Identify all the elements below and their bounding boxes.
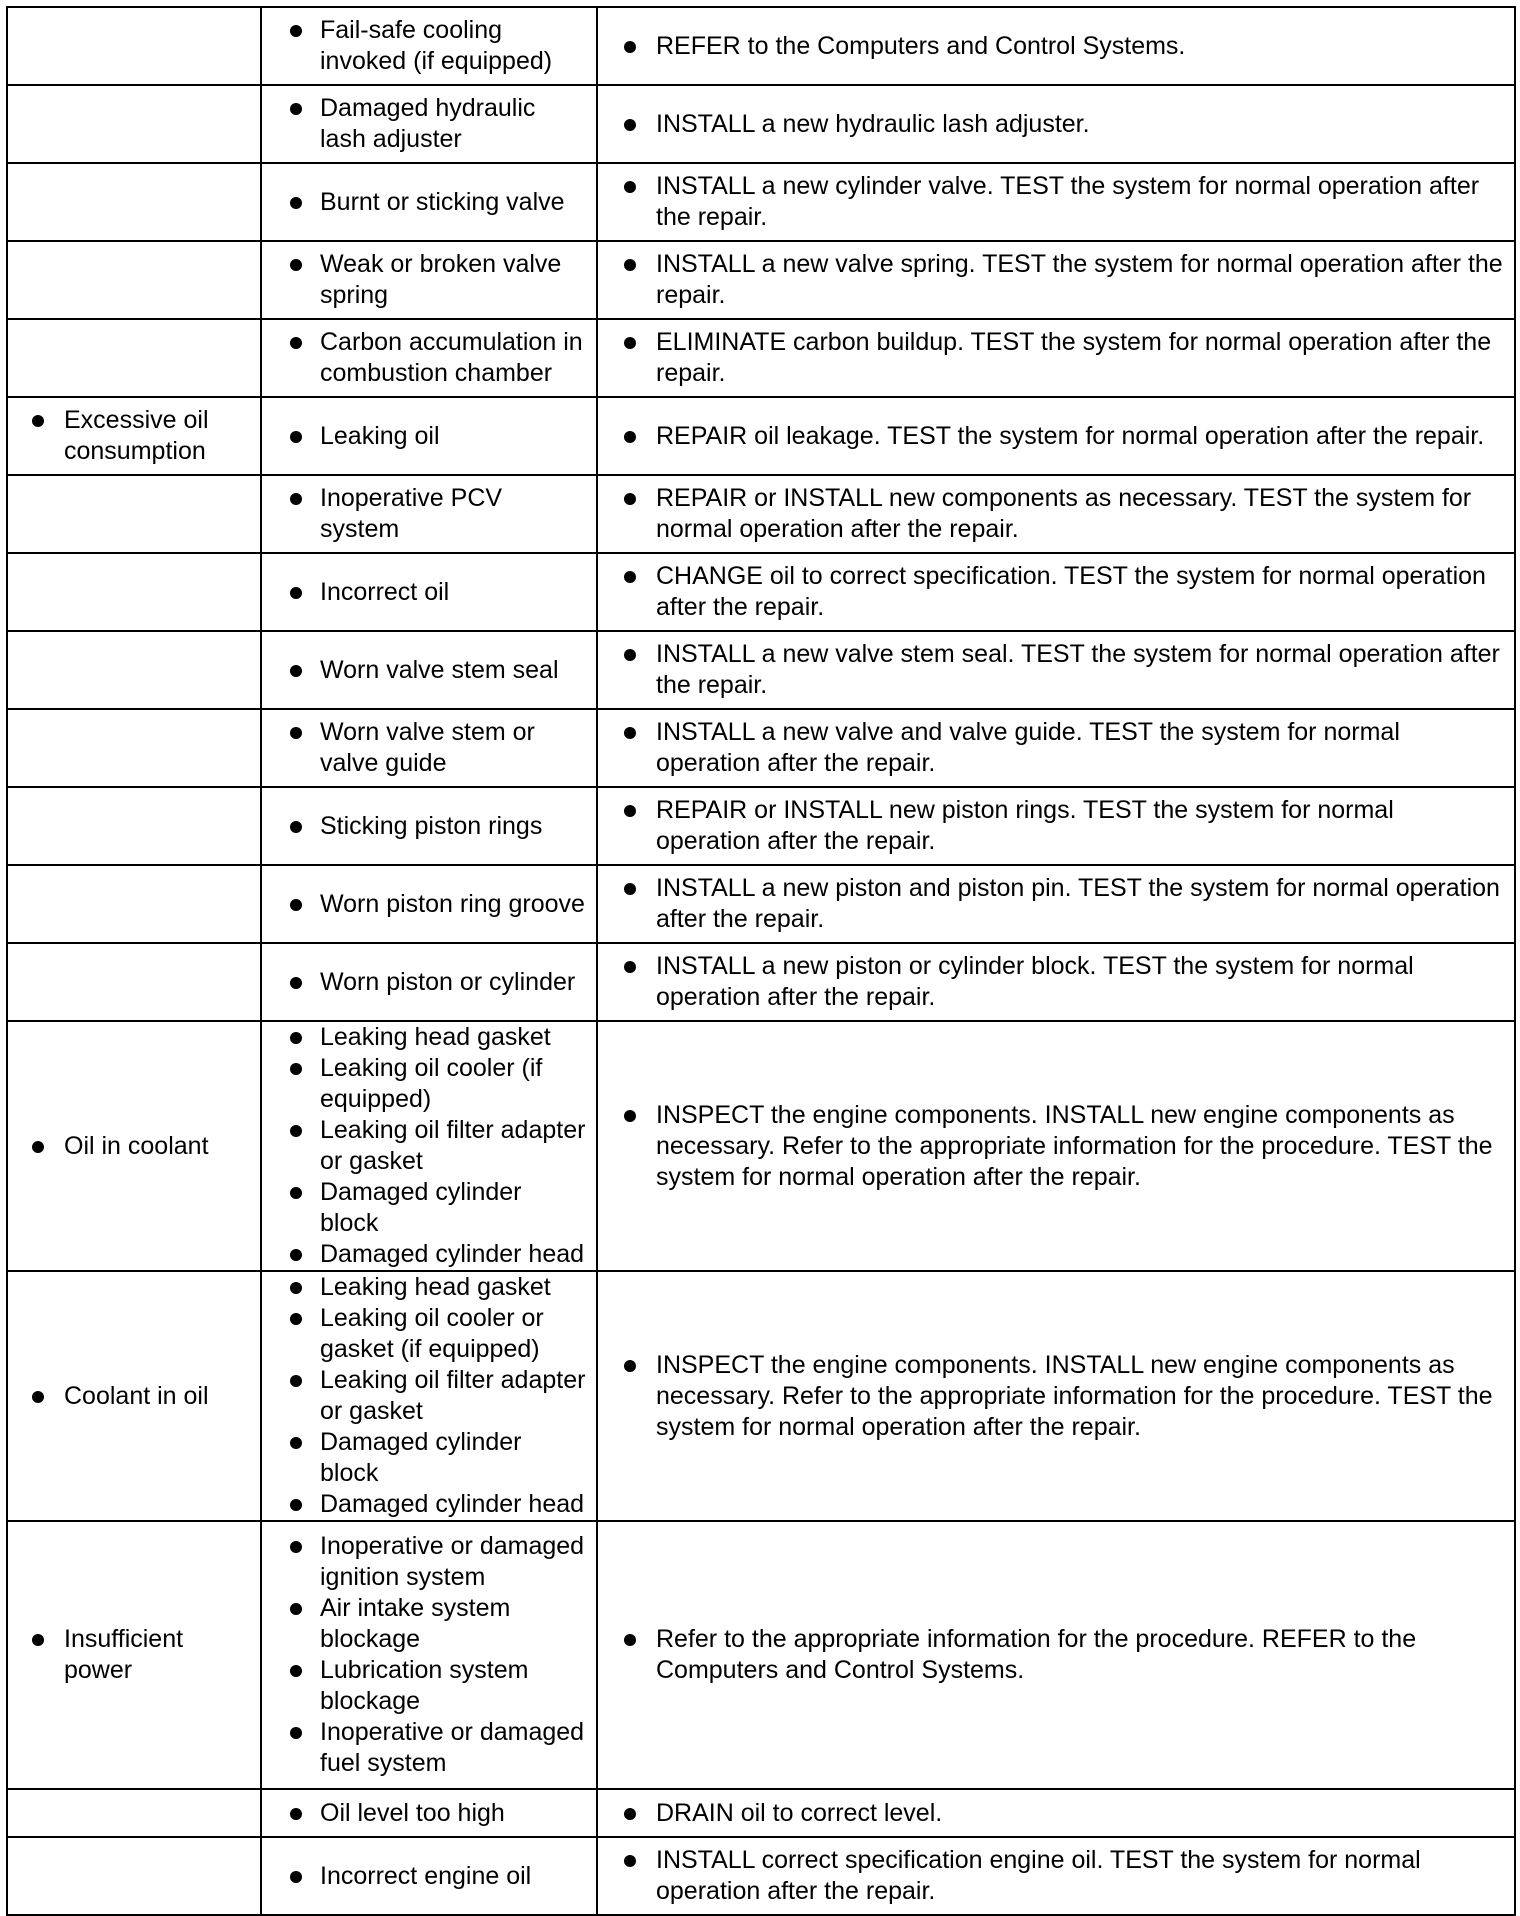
possible-source-item: Leaking oil cooler (if equipped) — [262, 1053, 586, 1115]
table-row — [7, 7, 1515, 85]
possible-source-item: Worn piston or cylinder — [262, 967, 586, 998]
action-text: INSTALL a new valve and valve guide. TEST the system for normal operation after the repair. — [598, 717, 1504, 779]
action-text: REFER to the Computers and Control Systems. — [598, 31, 1504, 62]
possible-source-item: Leaking head gasket — [262, 1272, 586, 1303]
action-cell — [597, 1837, 1515, 1915]
condition-cell — [7, 397, 261, 475]
condition-cell — [7, 319, 261, 397]
possible-source-item: Inoperative or damaged ignition system — [262, 1531, 586, 1593]
possible-source-item: Air intake system blockage — [262, 1593, 586, 1655]
table-row — [7, 319, 1515, 397]
possible-source-item: Leaking head gasket — [262, 1022, 586, 1053]
action-text: DRAIN oil to correct level. — [598, 1798, 1504, 1829]
table-row — [7, 1789, 1515, 1837]
action-cell — [597, 787, 1515, 865]
action-text: INSPECT the engine components. INSTALL new engine components as necessary. Refer to the appropriate information for the procedure. TEST the system for normal operation after the repair. — [598, 1350, 1504, 1443]
table-row — [7, 787, 1515, 865]
possible-source-item: Incorrect oil — [262, 577, 586, 608]
table-row — [7, 1271, 1515, 1521]
table-row — [7, 709, 1515, 787]
possible-source-cell — [261, 709, 597, 787]
possible-source-item: Burnt or sticking valve — [262, 187, 586, 218]
condition-cell — [7, 1271, 261, 1521]
possible-source-item: Leaking oil filter adapter or gasket — [262, 1365, 586, 1427]
condition-text: Excessive oil consumption — [8, 405, 250, 467]
diagnosis-table — [6, 6, 1516, 1916]
action-text: INSTALL a new piston or cylinder block. TEST the system for normal operation after the repair. — [598, 951, 1504, 1013]
condition-cell — [7, 1789, 261, 1837]
action-text: INSTALL a new valve stem seal. TEST the system for normal operation after the repair. — [598, 639, 1504, 701]
possible-source-item: Leaking oil cooler or gasket (if equipped) — [262, 1303, 586, 1365]
action-cell — [597, 1521, 1515, 1789]
table-row — [7, 397, 1515, 475]
possible-source-item: Leaking oil filter adapter or gasket — [262, 1115, 586, 1177]
action-text: ELIMINATE carbon buildup. TEST the system for normal operation after the repair. — [598, 327, 1504, 389]
table-row — [7, 85, 1515, 163]
possible-source-item: Worn valve stem or valve guide — [262, 717, 586, 779]
possible-source-item: Sticking piston rings — [262, 811, 586, 842]
condition-cell — [7, 553, 261, 631]
diagnosis-table-body — [7, 7, 1515, 1915]
possible-source-item: Damaged cylinder block — [262, 1177, 586, 1239]
action-cell — [597, 943, 1515, 1021]
action-cell — [597, 475, 1515, 553]
possible-source-cell — [261, 787, 597, 865]
possible-source-cell — [261, 1837, 597, 1915]
condition-cell — [7, 943, 261, 1021]
possible-source-item: Damaged cylinder head — [262, 1239, 586, 1270]
possible-source-cell — [261, 241, 597, 319]
possible-source-item: Damaged hydraulic lash adjuster — [262, 93, 586, 155]
possible-source-item: Damaged cylinder block — [262, 1427, 586, 1489]
possible-source-cell — [261, 943, 597, 1021]
condition-cell — [7, 1521, 261, 1789]
condition-cell — [7, 709, 261, 787]
condition-cell — [7, 475, 261, 553]
condition-cell — [7, 865, 261, 943]
action-cell — [597, 709, 1515, 787]
possible-source-cell — [261, 865, 597, 943]
action-cell — [597, 1271, 1515, 1521]
action-cell — [597, 631, 1515, 709]
possible-source-cell — [261, 163, 597, 241]
action-text: REPAIR oil leakage. TEST the system for normal operation after the repair. — [598, 421, 1504, 452]
action-cell — [597, 865, 1515, 943]
table-row — [7, 241, 1515, 319]
possible-source-item: Fail-safe cooling invoked (if equipped) — [262, 15, 586, 77]
possible-source-item: Worn piston ring groove — [262, 889, 586, 920]
action-cell — [597, 319, 1515, 397]
possible-source-cell — [261, 1021, 597, 1271]
action-text: Refer to the appropriate information for the procedure. REFER to the Computers and Control Systems. — [598, 1624, 1504, 1686]
possible-source-item: Inoperative or damaged fuel system — [262, 1717, 586, 1779]
table-row — [7, 1521, 1515, 1789]
condition-cell — [7, 85, 261, 163]
possible-source-cell — [261, 7, 597, 85]
possible-source-item: Worn valve stem seal — [262, 655, 586, 686]
action-text: INSTALL a new hydraulic lash adjuster. — [598, 109, 1504, 140]
table-row — [7, 475, 1515, 553]
action-text: INSTALL correct specification engine oil. TEST the system for normal operation after the repair. — [598, 1845, 1504, 1907]
action-cell — [597, 163, 1515, 241]
possible-source-cell — [261, 85, 597, 163]
possible-source-item: Lubrication system blockage — [262, 1655, 586, 1717]
condition-cell — [7, 1837, 261, 1915]
possible-source-cell — [261, 319, 597, 397]
action-text: REPAIR or INSTALL new components as necessary. TEST the system for normal operation after the repair. — [598, 483, 1504, 545]
action-cell — [597, 1021, 1515, 1271]
possible-source-item: Oil level too high — [262, 1798, 586, 1829]
possible-source-item: Inoperative PCV system — [262, 483, 586, 545]
action-cell — [597, 241, 1515, 319]
action-cell — [597, 1789, 1515, 1837]
possible-source-cell — [261, 475, 597, 553]
possible-source-cell — [261, 1271, 597, 1521]
action-text: REPAIR or INSTALL new piston rings. TEST the system for normal operation after the repair. — [598, 795, 1504, 857]
condition-cell — [7, 787, 261, 865]
table-row — [7, 631, 1515, 709]
action-text: INSTALL a new cylinder valve. TEST the system for normal operation after the repair. — [598, 171, 1504, 233]
action-text: CHANGE oil to correct specification. TEST the system for normal operation after the repair. — [598, 561, 1504, 623]
table-row — [7, 553, 1515, 631]
possible-source-cell — [261, 631, 597, 709]
action-cell — [597, 85, 1515, 163]
action-text: INSTALL a new piston and piston pin. TEST the system for normal operation after the repair. — [598, 873, 1504, 935]
possible-source-cell — [261, 1789, 597, 1837]
condition-text: Oil in coolant — [8, 1131, 250, 1162]
possible-source-item: Leaking oil — [262, 421, 586, 452]
condition-cell — [7, 241, 261, 319]
condition-cell — [7, 163, 261, 241]
action-cell — [597, 553, 1515, 631]
condition-cell — [7, 631, 261, 709]
action-cell — [597, 397, 1515, 475]
possible-source-cell — [261, 397, 597, 475]
condition-cell — [7, 1021, 261, 1271]
table-row — [7, 1837, 1515, 1915]
condition-text: Coolant in oil — [8, 1381, 250, 1412]
table-row — [7, 943, 1515, 1021]
possible-source-item: Damaged cylinder head — [262, 1489, 586, 1520]
table-row — [7, 1021, 1515, 1271]
possible-source-item: Carbon accumulation in combustion chamber — [262, 327, 586, 389]
action-cell — [597, 7, 1515, 85]
condition-text: Insufficient power — [8, 1624, 250, 1686]
possible-source-item: Incorrect engine oil — [262, 1861, 586, 1892]
table-row — [7, 163, 1515, 241]
table-row — [7, 865, 1515, 943]
possible-source-item: Weak or broken valve spring — [262, 249, 586, 311]
action-text: INSPECT the engine components. INSTALL new engine components as necessary. Refer to the appropriate information for the procedure. TEST the system for normal operation after the repair. — [598, 1100, 1504, 1193]
action-text: INSTALL a new valve spring. TEST the system for normal operation after the repair. — [598, 249, 1504, 311]
condition-cell — [7, 7, 261, 85]
possible-source-cell — [261, 553, 597, 631]
possible-source-cell — [261, 1521, 597, 1789]
